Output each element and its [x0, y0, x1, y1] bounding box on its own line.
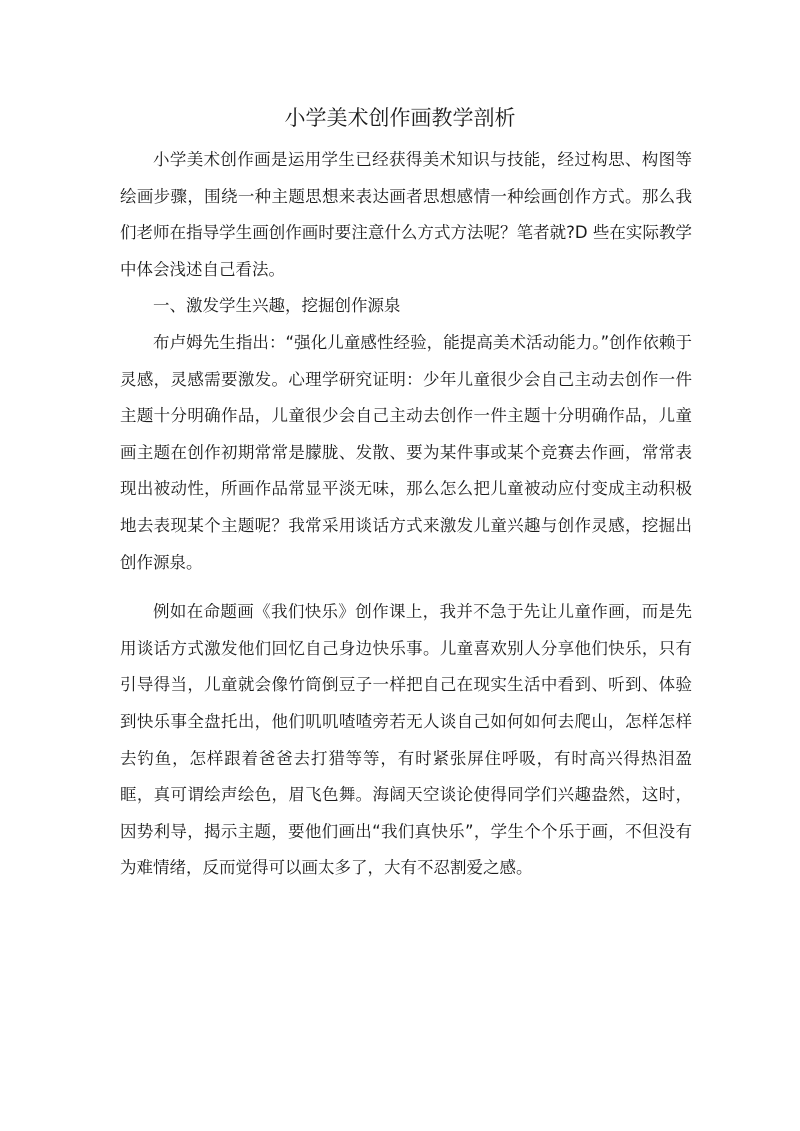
intro-paragraph: 小学美术创作画是运用学生已经获得美术知识与技能，经过构思、构图等绘画步骤，围绕一种主题思想来表达画者思想感情一种绘画创作方式。那么我们老师在指导学生画创作画时要注意什么方式方法呢？笔者就?D 些在实际教学中体会浅述自己看法。	[120, 150, 692, 279]
document-title: 小学美术创作画教学剖析	[284, 106, 516, 130]
body-paragraph: 布卢姆先生指出：“强化儿童感性经验，能提高美术活动能力。”创作依赖于灵感，灵感需要激发。心理学研究证明：少年儿童很少会自己主动去创作一件主题十分明确作品，儿童很少会自己主动去创作一件主题十分明确作品，儿童画主题在创作初期常常是朦胧、发散、要为某件事或某个竞赛去作画，常常表现出被动性，所画作品常显平淡无味，那么怎么把儿童被动应付变成主动积极地去表现某个主题呢？我常采用谈话方式来激发儿童兴趣与创作灵感，挖掘出创作源泉。	[120, 332, 692, 572]
document-body	[120, 142, 692, 887]
section-heading: 一、激发学生兴趣，挖掘创作源泉	[153, 296, 401, 316]
body-paragraph: 例如在命题画《我们快乐》创作课上，我并不急于先让儿童作画，而是先用谈话方式激发他们回忆自己身边快乐事。儿童喜欢别人分享他们快乐，只有引导得当，儿童就会像竹筒倒豆子一样把自己在现实生活中看到、听到、体验到快乐事全盘托出，他们叽叽喳喳旁若无人谈自己如何如何去爬山，怎样怎样去钓鱼，怎样跟着爸爸去打猎等等，有时紧张屏住呼吸，有时高兴得热泪盈眶，真可谓绘声绘色，眉飞色舞。海阔天空谈论使得同学们兴趣盎然，这时，因势利导，揭示主题，要他们画出“我们真快乐”，学生个个乐于画，不但没有为难情绪，反而觉得可以画太多了，大有不忍割爱之感。	[120, 602, 692, 878]
